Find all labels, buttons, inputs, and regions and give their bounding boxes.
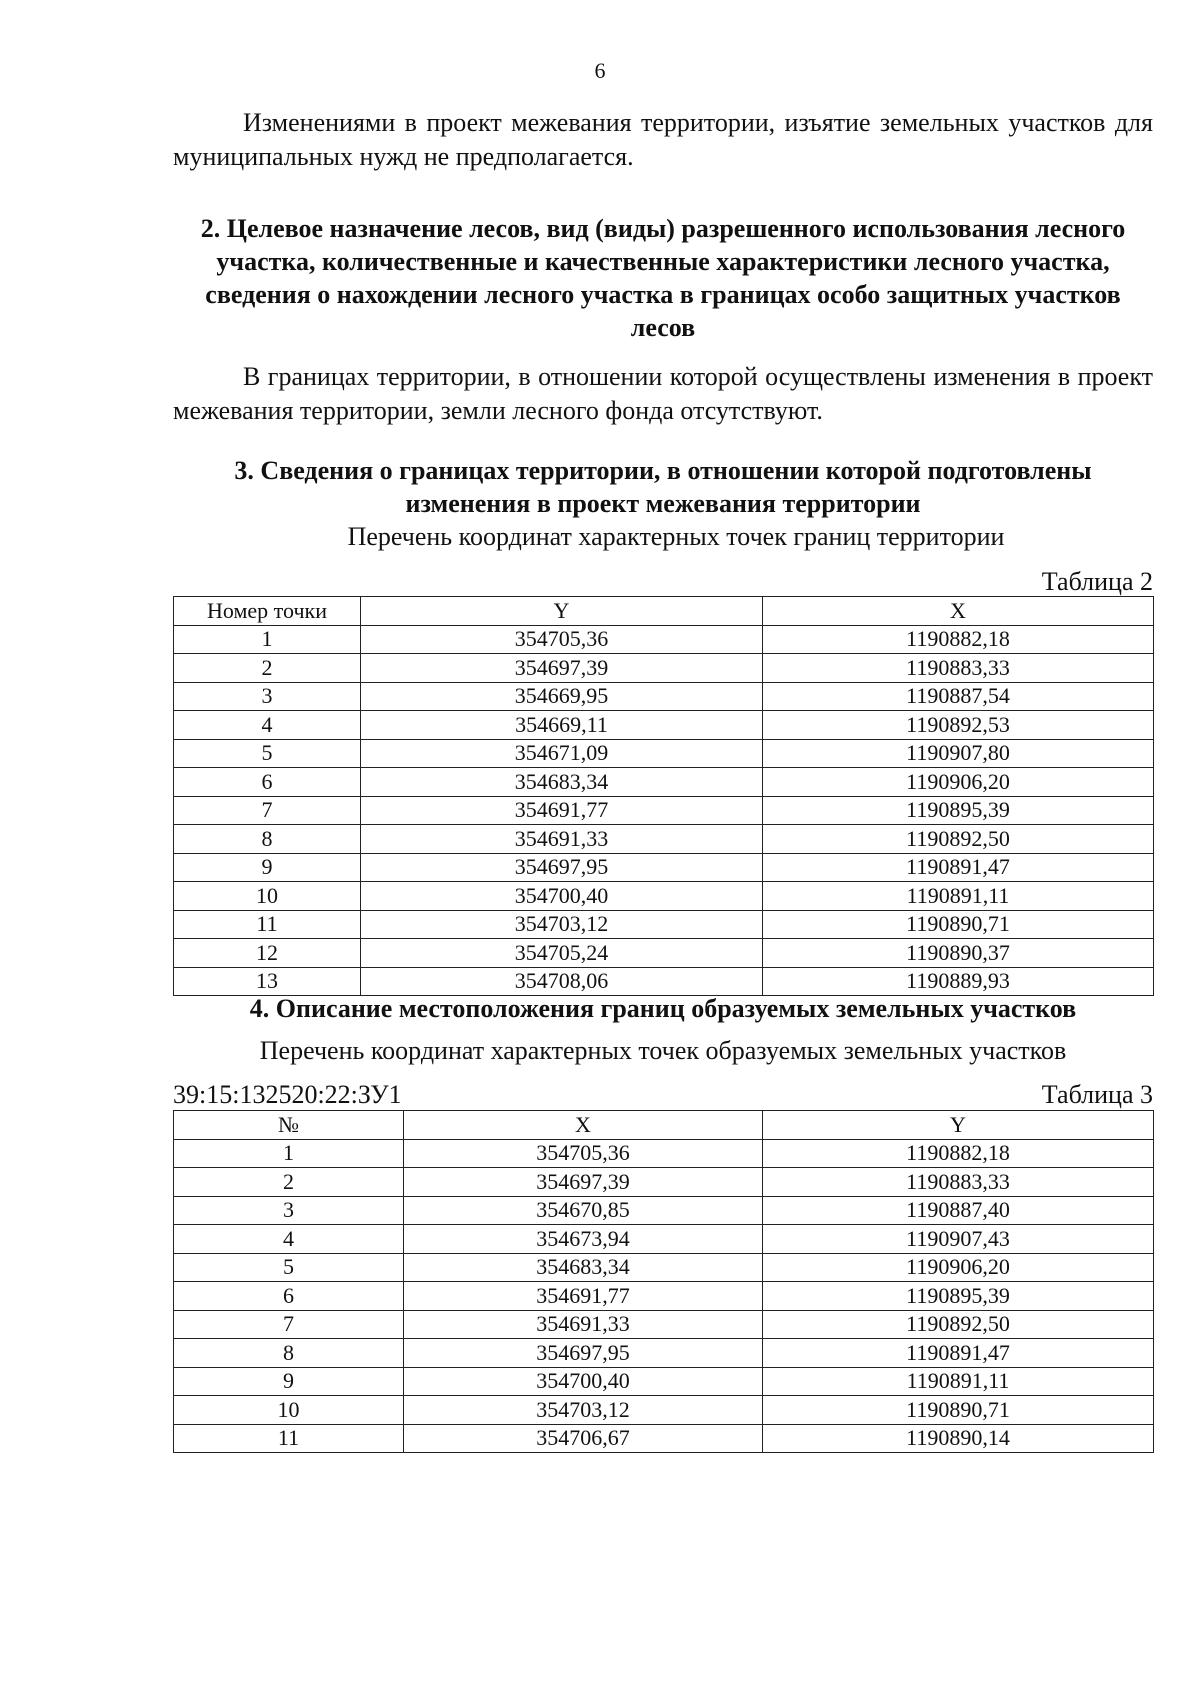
table-cell: 1190906,20 (763, 1253, 1154, 1282)
table-cell: 2 (174, 1168, 404, 1197)
table-cell: 1190895,39 (763, 1282, 1154, 1311)
table-cell: 354708,06 (361, 967, 763, 996)
table-cell: 354700,40 (404, 1367, 763, 1396)
table-cell: 354669,95 (361, 682, 763, 711)
table-cell: 1190883,33 (763, 1168, 1154, 1197)
table-cell: 7 (174, 1310, 404, 1339)
table-cell: 1190883,33 (763, 654, 1154, 683)
table-cell: 8 (174, 1339, 404, 1368)
table-cell: 354670,85 (404, 1196, 763, 1225)
table-cell: 4 (174, 711, 361, 740)
coordinates-table-2 (173, 596, 1154, 996)
table-cell: 354691,77 (404, 1282, 763, 1311)
table-cell: 354705,36 (404, 1139, 763, 1168)
section-2-paragraph: В границах территории, в отношении которой осуществлены изменения в проект межевания территории, земли лесного фонда отсутствуют. (173, 362, 1153, 425)
table-cell: 1190891,47 (763, 853, 1154, 882)
table-cell: 1190889,93 (763, 967, 1154, 996)
intro-paragraph: Изменениями в проект межевания территории, изъятие земельных участков для муниципальных нужд не предполагается. (173, 108, 1153, 171)
table-cell: 5 (174, 739, 361, 768)
table-header-row (174, 1111, 1154, 1140)
table-row (174, 711, 1154, 740)
table-row (174, 796, 1154, 825)
table-cell: 3 (174, 1196, 404, 1225)
table-row (174, 939, 1154, 968)
column-header: Y (763, 1111, 1154, 1140)
table-cell: 354683,34 (404, 1253, 763, 1282)
table-row (174, 853, 1154, 882)
column-header: X (763, 597, 1154, 626)
table-row (174, 882, 1154, 911)
table-row (174, 1396, 1154, 1425)
column-header: Y (361, 597, 763, 626)
table-cell: 1 (174, 625, 361, 654)
table-cell: 9 (174, 853, 361, 882)
table-cell: 1190906,20 (763, 768, 1154, 797)
table-cell: 1190907,80 (763, 739, 1154, 768)
table-3-label: Таблица 3 (1041, 1080, 1153, 1109)
column-header: № (174, 1111, 404, 1140)
table-cell: 6 (174, 1282, 404, 1311)
table-3-label-row (173, 1081, 1153, 1109)
table-row (174, 910, 1154, 939)
table-row (174, 682, 1154, 711)
table-row (174, 1196, 1154, 1225)
table-cell: 354706,67 (404, 1424, 763, 1453)
table-cell: 1190892,50 (763, 1310, 1154, 1339)
table-row (174, 1310, 1154, 1339)
table-row (174, 1282, 1154, 1311)
table-cell: 354691,33 (361, 825, 763, 854)
table-cell: 6 (174, 768, 361, 797)
table-cell: 1190890,37 (763, 939, 1154, 968)
table-cell: 1190891,11 (763, 882, 1154, 911)
table-cell: 1190891,47 (763, 1339, 1154, 1368)
table-row (174, 1339, 1154, 1368)
table-cell: 1190907,43 (763, 1225, 1154, 1254)
section-2-heading: 2. Целевое назначение лесов, вид (виды) разрешенного использования лесного участка, количественные и качественные характеристики лесного участка, сведения о нахождении лесного участка в границах особо защитных участков лесов (200, 214, 1126, 342)
table-cell: 1 (174, 1139, 404, 1168)
table-row (174, 768, 1154, 797)
table-row (174, 1225, 1154, 1254)
table-row (174, 1424, 1154, 1453)
table-cell: 1190895,39 (763, 796, 1154, 825)
table-cell: 354691,33 (404, 1310, 763, 1339)
table-row (174, 1253, 1154, 1282)
table-cell: 354697,95 (404, 1339, 763, 1368)
table-cell: 10 (174, 1396, 404, 1425)
table-cell: 11 (174, 910, 361, 939)
table-cell: 354703,12 (361, 910, 763, 939)
column-header: Номер точки (174, 597, 361, 626)
table-row (174, 654, 1154, 683)
table-cell: 1190887,54 (763, 682, 1154, 711)
table-cell: 1190892,53 (763, 711, 1154, 740)
table-cell: 354671,09 (361, 739, 763, 768)
parcel-id: 39:15:132520:22:ЗУ1 (173, 1080, 402, 1109)
table-2-label-row (173, 568, 1153, 596)
table-cell: 354705,24 (361, 939, 763, 968)
column-header: X (404, 1111, 763, 1140)
coordinates-table-3 (173, 1110, 1154, 1453)
table-row (174, 1367, 1154, 1396)
table-cell: 8 (174, 825, 361, 854)
table-cell: 12 (174, 939, 361, 968)
table-cell: 1190892,50 (763, 825, 1154, 854)
table-cell: 354683,34 (361, 768, 763, 797)
table-cell: 4 (174, 1225, 404, 1254)
table-row (174, 625, 1154, 654)
table-row (174, 739, 1154, 768)
table-cell: 9 (174, 1367, 404, 1396)
section-3-heading: 3. Сведения о границах территории, в отношении которой подготовлены изменения в проект межевания территории (234, 456, 1092, 518)
section-4-caption: Перечень координат характерных точек образуемых земельных участков (259, 1036, 1067, 1065)
table-cell: 3 (174, 682, 361, 711)
table-cell: 354703,12 (404, 1396, 763, 1425)
table-cell: 10 (174, 882, 361, 911)
table-cell: 354705,36 (361, 625, 763, 654)
table-cell: 13 (174, 967, 361, 996)
section-3-caption: Перечень координат характерных точек границ территории (347, 522, 1005, 551)
table-header-row (174, 597, 1154, 626)
table-cell: 5 (174, 1253, 404, 1282)
table-cell: 354697,39 (361, 654, 763, 683)
table-row (174, 825, 1154, 854)
section-4-heading: 4. Описание местоположения границ образуемых земельных участков (249, 994, 1077, 1023)
table-cell: 7 (174, 796, 361, 825)
table-cell: 1190887,40 (763, 1196, 1154, 1225)
table-cell: 1190890,14 (763, 1424, 1154, 1453)
table-cell: 354697,95 (361, 853, 763, 882)
table-cell: 1190890,71 (763, 1396, 1154, 1425)
table-cell: 354697,39 (404, 1168, 763, 1197)
table-cell: 2 (174, 654, 361, 683)
table-cell: 1190882,18 (763, 625, 1154, 654)
table-row (174, 1168, 1154, 1197)
table-cell: 354691,77 (361, 796, 763, 825)
table-cell: 354669,11 (361, 711, 763, 740)
table-cell: 354673,94 (404, 1225, 763, 1254)
table-cell: 11 (174, 1424, 404, 1453)
table-cell: 1190891,11 (763, 1367, 1154, 1396)
page-number: 6 (594, 58, 606, 83)
table-cell: 354700,40 (361, 882, 763, 911)
table-2-label: Таблица 2 (1041, 567, 1153, 596)
table-row (174, 1139, 1154, 1168)
table-cell: 1190882,18 (763, 1139, 1154, 1168)
table-cell: 1190890,71 (763, 910, 1154, 939)
